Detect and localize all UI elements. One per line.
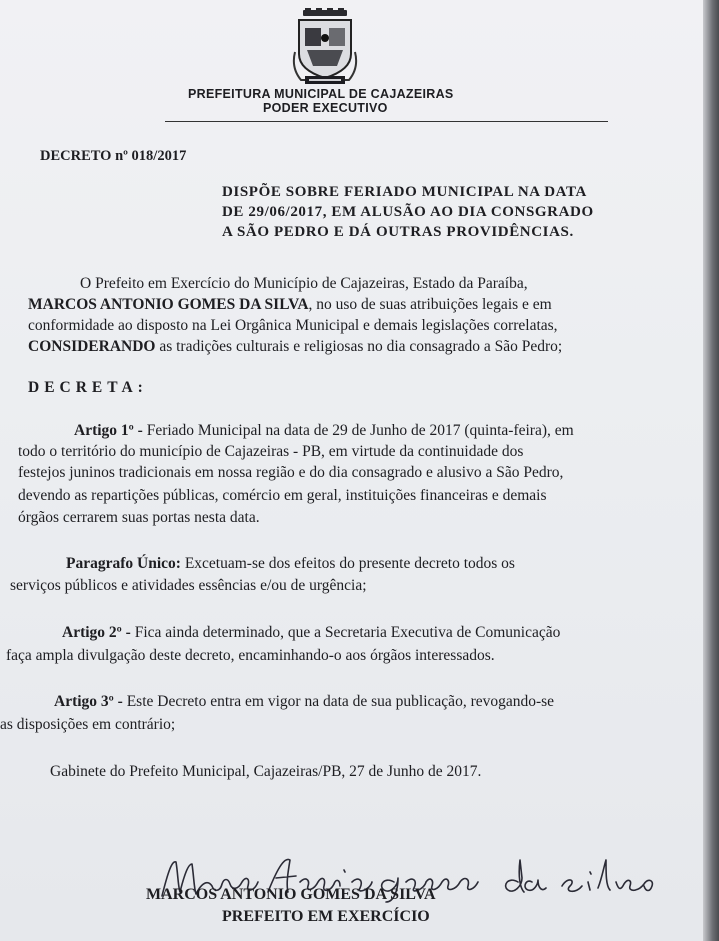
preamble-line: conformidade ao disposto na Lei Orgânica Municipal e demais legislações correlatas,: [28, 317, 558, 334]
coat-of-arms-icon: [291, 8, 359, 86]
preamble-line: MARCOS ANTONIO GOMES DA SILVA, no uso de suas atribuições legais e em: [28, 296, 552, 313]
article-1-line: devendo as repartições públicas, comércio em geral, instituições financeiras e demais: [18, 487, 547, 504]
municipality-title: PREFEITURA MUNICIPAL DE CAJAZEIRAS: [188, 87, 454, 101]
considerando-label: CONSIDERANDO: [28, 338, 156, 355]
article-1-line: órgãos cerrarem suas portas nesta data.: [18, 509, 260, 526]
closing-line: Gabinete do Prefeito Municipal, Cajazeiras/PB, 27 de Junho de 2017.: [50, 763, 482, 780]
branch-title: PODER EXECUTIVO: [263, 101, 388, 115]
article-2-label: Artigo 2º -: [62, 624, 131, 641]
ementa-line: DE 29/06/2017, EM ALUSÃO AO DIA CONSGRADO: [222, 204, 594, 220]
signatory-name: MARCOS ANTONIO GOMES DA SILVA: [146, 886, 436, 903]
ementa-line: A SÃO PEDRO E DÁ OUTRAS PROVIDÊNCIAS.: [222, 224, 574, 240]
article-3-label: Artigo 3º -: [54, 693, 123, 710]
decreta-heading: DECRETA:: [28, 379, 148, 396]
decree-number: DECRETO nº 018/2017: [40, 148, 187, 164]
paragraph-label: Paragrafo Único:: [66, 555, 181, 572]
paragraph-line: Paragrafo Único: Excetuam-se dos efeitos do presente decreto todos os: [66, 555, 515, 572]
article-2-line: Artigo 2º - Fica ainda determinado, que a Secretaria Executiva de Comunicação: [62, 624, 561, 641]
signatory-title: PREFEITO EM EXERCÍCIO: [222, 908, 430, 925]
ementa-line: DISPÕE SOBRE FERIADO MUNICIPAL NA DATA: [222, 184, 587, 200]
article-1-line: todo o território do município de Cajazeiras - PB, em virtude da continuidade dos: [18, 443, 524, 460]
article-3-line: as disposições em contrário;: [0, 716, 176, 733]
header-divider: [165, 121, 608, 122]
article-1-line: Artigo 1º - Feriado Municipal na data de 29 de Junho de 2017 (quinta-feira), em: [74, 422, 574, 439]
article-1-label: Artigo 1º -: [74, 422, 143, 439]
page-edge-shadow: [703, 0, 719, 941]
mayor-name: MARCOS ANTONIO GOMES DA SILVA: [28, 296, 309, 313]
article-3-line: Artigo 3º - Este Decreto entra em vigor na data de sua publicação, revogando-se: [54, 693, 555, 710]
article-1-line: festejos juninos tradicionais em nossa região e do dia consagrado e alusivo a São Pedro,: [18, 464, 564, 481]
paragraph-line: serviços públicos e atividades essências e/ou de urgência;: [10, 577, 367, 594]
article-2-line: faça ampla divulgação deste decreto, encaminhando-o aos órgãos interessados.: [6, 647, 495, 664]
preamble-line: CONSIDERANDO as tradições culturais e religiosas no dia consagrado a São Pedro;: [28, 338, 563, 355]
preamble-line: O Prefeito em Exercício do Município de Cajazeiras, Estado da Paraíba,: [80, 275, 528, 292]
